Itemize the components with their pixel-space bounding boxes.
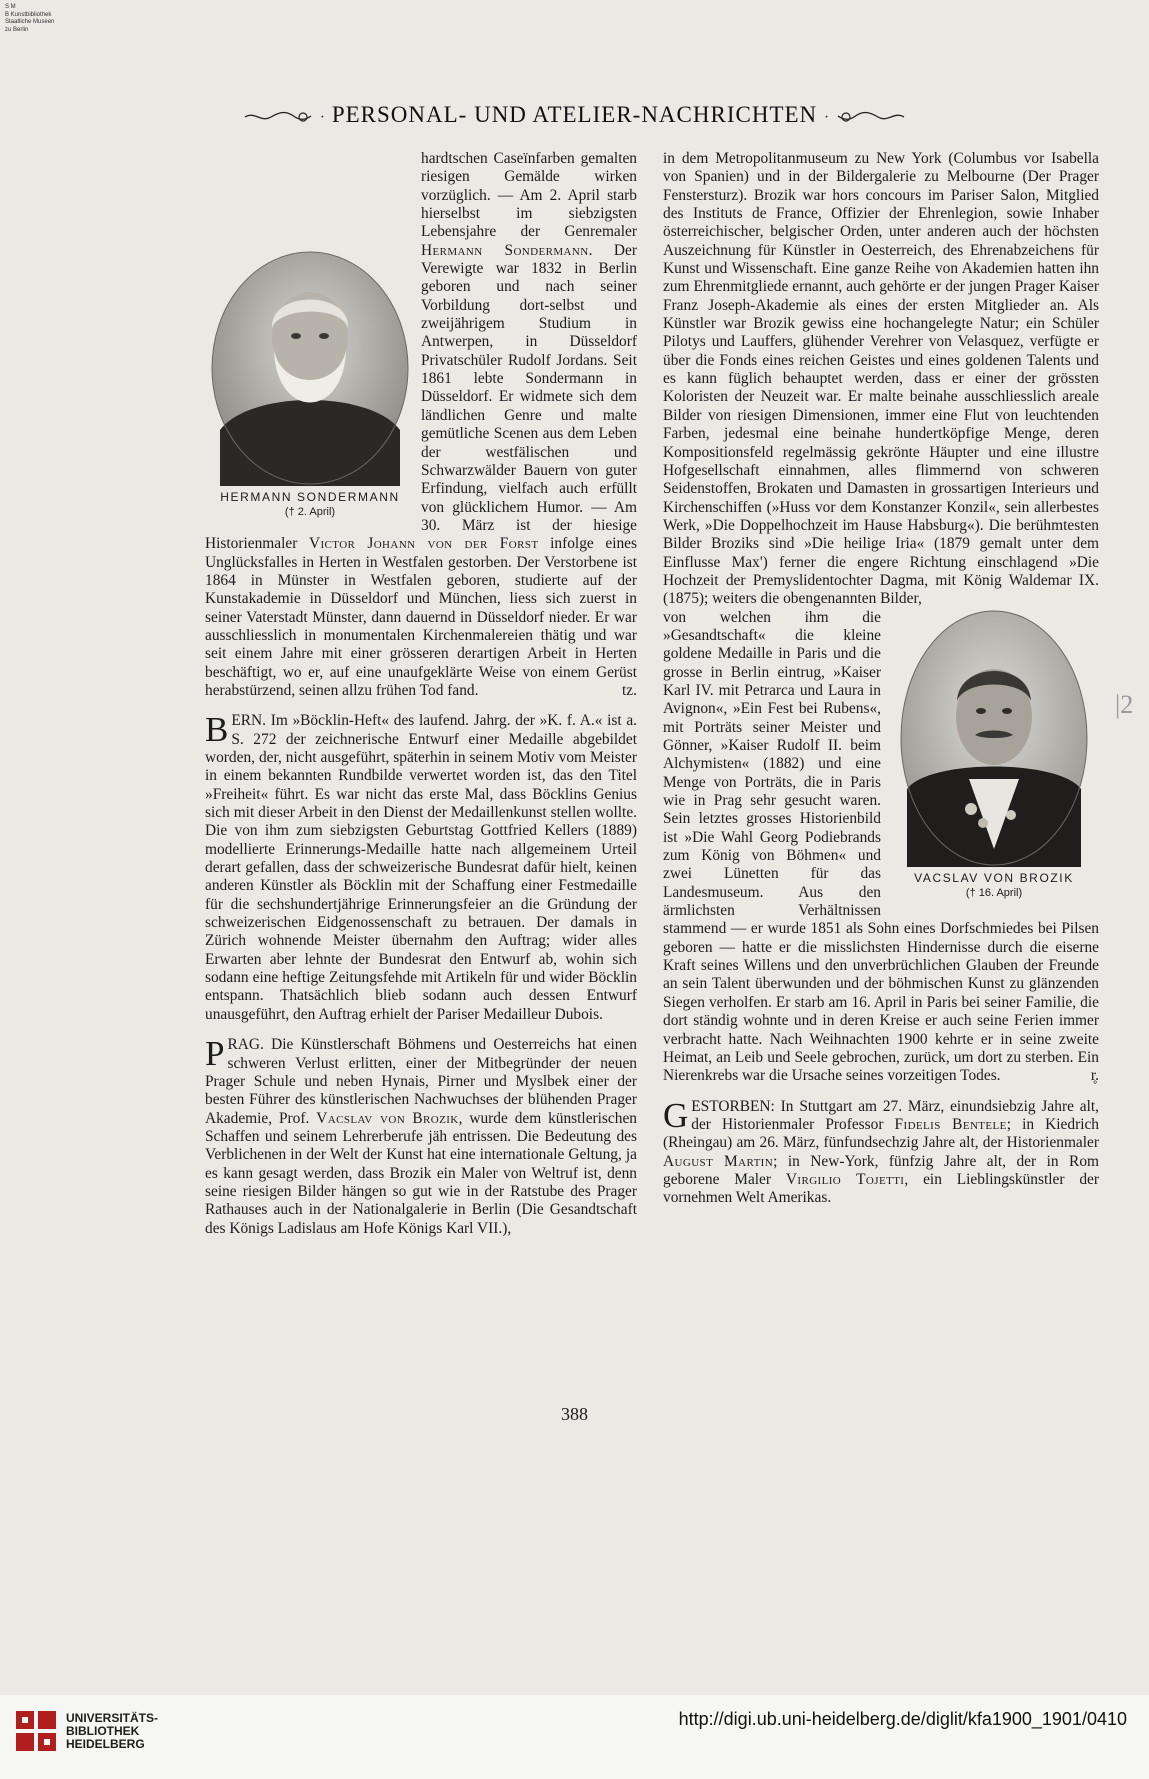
university-logo-icon — [14, 1709, 58, 1753]
right-ornament-icon — [836, 108, 906, 126]
portrait-caption-date: († 16. April) — [965, 886, 1023, 899]
logo-line: HEIDELBERG — [66, 1737, 145, 1751]
person-name: Virgilio Tojetti — [785, 1170, 905, 1188]
text-run: ; in Kiedrich (Rheingau) am 26. März, fünfundsechzig Jahre alt, der Historienmaler — [663, 1115, 1099, 1152]
person-name: Fidelis Bentele — [894, 1115, 1007, 1133]
text-run: In Stuttgart am 27. März, einundsiebzig Jahre alt, der Historienmaler Professor — [691, 1097, 1099, 1133]
stamp-line: B Kunstbibliothek — [5, 11, 52, 18]
left-column — [205, 150, 637, 1238]
section-title: PERSONAL- UND ATELIER-NACHRICHTEN — [331, 102, 818, 127]
text-run: , ein Lieblingskünstler der vornehmen Welt Amerikas. — [663, 1170, 1099, 1207]
text-run: von welchen ihm die »Gesandtschaft« die kleine goldene Medaille in Paris und die grosse in Berlin eintrug, »Kaiser Karl IV. mit Petrarca und Laura in Avignon«, »Ein Fest bei Rubens«, mit Porträts seiner Meister und Gönner, »Kaiser Rudolf II. beim Alchymisten« (1882) und eine Menge von Porträts, die in Paris wie in Prag sehr gesucht waren. Sein letztes grosses Historienbild ist »Die Wahl Georg Podiebrands zum König von Böhmen« und zwei Lünetten für das Landesmuseum. Aus den ärmlichsten Verhältnissen stammend — er wurde 1851 als Sohn eines Dorfschmiedes bei Pilsen geboren — hatte er die misslichsten Hindernisse durch die eiserne Kraft seines Willens und den unverbrüchlichen Glauben der Freunde an sein Talent überwunden und der böhmischen Kunst zu glänzenden Siegen verholfen. Er starb am 16. April in Paris bei seiner Familie, die dort ständig wohnte und in deren Kreise er auch seine Ferien immer verbracht hatte. Nach Weihnachten 1900 kehrte er in seine zweite Heimat, an Leib und Seele gebrochen, zurück, um dort zu sterben. Ein Nierenkrebs war die Ursache seines vorzeitigen Todes. — [663, 608, 1099, 1085]
text-run: , wurde dem künstlerischen Schaffen und seinem Lehrerberufe jäh entrissen. Die Bedeutung des Verblichenen in der Welt der Kunst hat eine internationale Geltung, ja es kann gesagt werden, dass Brozik ein Maler von Weltruf ist, denn seine riesigen Bilder hängen so gut wie in der Ratstube des Prager Rathauses auch in der Nationalgalerie in Berlin (Die Gesandtschaft des Königs Ladislaus am Hofe Königs Karl VII.), — [205, 1109, 637, 1237]
right-column — [663, 150, 1099, 1208]
stamp-line: S M — [5, 4, 16, 10]
footer-bar — [0, 1695, 1149, 1779]
page-header: · PERSONAL- UND ATELIER-NACHRICHTEN · — [0, 102, 1149, 128]
text-run: Im »Böcklin-Heft« des laufend. Jahrg. der »K. f. A.« ist a. S. 272 der zeichnerische Entwurf einer Medaille abgebildet worden, der, nicht ausgeführt, späterhin in seinem Motiv vom Meister in einem bekannten Rundbilde verwertet worden ist, das den Titel »Freiheit« führt. Es war nicht das erste Mal, dass Böcklins Genius sich mit dieser Arbeit in den Dienst der Medaillenkunst stellen wollte. Die von ihm zum siebzigsten Geburtstag Gottfried Kellers (1889) modellierte Erinnerungs-Medaille hatte nach allgemeinem Urteil derart gefallen, dass der schweizerische Bundesrat dafür hielt, keinen anderen Künstler als Böcklin mit der Schaffung einer Festmedaille für die sechshundertjährige Erinnerungsfeier an die Gründung der schweizerischen Eidgenossenschaft zu betrauen. Der damals in Zürich wohnende Meister übernahm den Auftrag; wider alles Erwarten aber lehnte der Bundesrat den Entwurf ab, wohin sich sodann eine heftige Zeitungsfehde mit Artikeln für und wider Böcklin entspann. Thatsächlich blieb sodann auch dessen Entwurf unausgeführt, den Auftrag erhielt der Pariser Medailleur Dubois. — [205, 712, 637, 1023]
portrait-caption-name: HERMANN SONDERMANN — [220, 490, 400, 504]
section-heading: ESTORBEN: — [691, 1097, 775, 1115]
permalink-url[interactable]: http://digi.ub.uni-heidelberg.de/diglit/kfa1900_1901/0410 — [678, 1709, 1127, 1729]
text-run: hardtschen Caseïnfarben gemalten riesigen Gemälde wirken vorzüglich. — Am 2. April starb hierselbst im siebzigsten Lebensjahre der Genremaler — [421, 150, 637, 241]
stamp-line: Staatliche Museen — [5, 19, 55, 25]
text-run: infolge eines Unglücksfalles in Herten in Westfalen gestorben. Der Verstorbene ist 1864 in Münster in Westfalen geboren, studierte auf der Kunstakademie in Düsseldorf und München, liess sich zuerst in seiner Vaterstadt Münster, dann dauernd in Düsseldorf nieder. Er war ausschliesslich in monumentalen Kirchenmalereien thätig und war seit einem Jahre mit einer grösseren derartigen Arbeit in Herten beschäftigt, wo er, auf eine unaufgeklärte Weise von einem Gerüst herabstürzend, seinen allzu frühen Tod fand. — [205, 535, 637, 699]
section-heading: RAG. — [227, 1036, 264, 1054]
logo-line: UNIVERSITÄTS- — [66, 1711, 159, 1725]
portrait-figure-sondermann — [205, 250, 415, 519]
university-logo-text — [66, 1712, 158, 1751]
paragraph-gestorben — [663, 1095, 1099, 1208]
section-heading: ERN. — [231, 712, 266, 730]
logo-line: BIBLIOTHEK — [66, 1724, 140, 1738]
stamp-line: zu Berlin — [5, 26, 29, 33]
left-ornament-icon — [243, 108, 313, 126]
drop-cap: B — [205, 710, 229, 750]
author-signature: tz. — [622, 681, 637, 699]
portrait-brozik-image — [899, 609, 1089, 867]
portrait-caption-name: VACSLAV VON BROZIK — [914, 870, 1074, 885]
person-name: Hermann Sondermann — [421, 241, 589, 259]
text-run: Die Künstlerschaft Böhmens und Oesterreichs hat einen schweren Verlust erlitten, einer der Mitbegründer der neuen Prager Schule und neben Hynais, Pirner und Myslbek einer der besten Führer des künstlerischen Nachwuchses der blühenden Prager Akademie, Prof. — [205, 1036, 637, 1127]
person-name: August Martin — [663, 1152, 774, 1170]
text-run: ; in New-York, fünfzig Jahre alt, der in Rom geborene Maler — [663, 1152, 1099, 1188]
person-name: Victor Johann von der Forst — [308, 535, 539, 553]
paragraph-prag — [205, 1036, 637, 1238]
paragraph-bern — [205, 712, 637, 1024]
drop-cap: P — [205, 1034, 225, 1074]
author-signature: r̥. — [1090, 1067, 1099, 1085]
text-run: . Der Verewigte war 1832 in Berlin geboren und nach seiner Vorbildung dort-selbst und zweijährigem Studium in Antwerpen, in Düsseldorf Privatschüler Rudolf Jordans. Seit 1861 lebte Sondermann in Düsseldorf. Er widmete sich dem ländlichen Genre und malte gemütliche Scenen aus dem Leben der westfälischen und Schwarzwälder Bauern von guter Erfindung, vielfach auch erfüllt von glücklichem Humor. — Am 30. März ist der hiesige Historienmaler — [205, 241, 637, 553]
portrait-sondermann-image — [210, 250, 410, 486]
portrait-figure-brozik — [889, 609, 1099, 900]
text-run: in dem Metropolitanmuseum zu New York (Columbus vor Isabella von Spanien) und in der Bildergalerie zu Melbourne (Der Prager Fenstersturz). Brozik war hors concours im Pariser Salon, Mitglied des Instituts de France, Offizier der Ehrenlegion, sowie Inhaber österreichischer, belgischer Orden, unter anderen auch der höchsten Auszeichnung für Künstler in Oesterreich, des Ehrenabzeichens für Kunst und Wissenschaft. Eine ganze Reihe von Akademien hatten ihn zum Ehrenmitgliede ernannt, auch gehörte er der jungen Prager Kaiser Franz Joseph-Akademie als eines der ersten Mitglieder an. Als Künstler war Brozik gewiss eine hochangelegte Natur; ein Schüler Pilotys und Lauffers, glühender Verehrer von Velasquez, verfügte er über die Fonds eines reichen Geistes und eines goldenen Talents und es kann füglich behauptet werden, dass er einer der grössten Koloristen der Neuzeit war. Er malte beinahe ausschliesslich areale Bilder von riesigen Dimensionen, immer eine Flut von leuchtenden Farben, jedesmal eine beinahe hundertköpfige Menge, deren Kompositionsfeld regelmässig gekrönte Häupter und eine illustre Hofgesellschaft einnahmen, alles flimmernd von schweren Seidenstoffen, Brokaten und Damasten in grossartigen Interieurs und Kirchenschiffen (»Huss vor dem Konstanzer Konzil«, sein allerbestes Werk, »Die Doppelhochzeit im Hause Habsburg«). Die berühmtesten Bilder Broziks sind »Die heilige Iria« (1879 gemalt unter dem Einflusse Max') ferner die engere Richtung einschlagend »Die Hochzeit der Premyslidentochter Dagma, mit König Waldemar IX. (1875); weiters die obengenannten Bilder, — [663, 150, 1099, 608]
drop-cap: G — [663, 1095, 689, 1135]
person-name: Vacslav von Brozik — [316, 1109, 459, 1127]
paragraph-brozik-continued — [663, 150, 1099, 609]
library-stamp — [5, 4, 75, 34]
portrait-caption-date: († 2. April) — [284, 506, 336, 518]
page-number: 388 — [561, 1404, 588, 1424]
margin-pencil-note: |2 — [1115, 690, 1134, 719]
